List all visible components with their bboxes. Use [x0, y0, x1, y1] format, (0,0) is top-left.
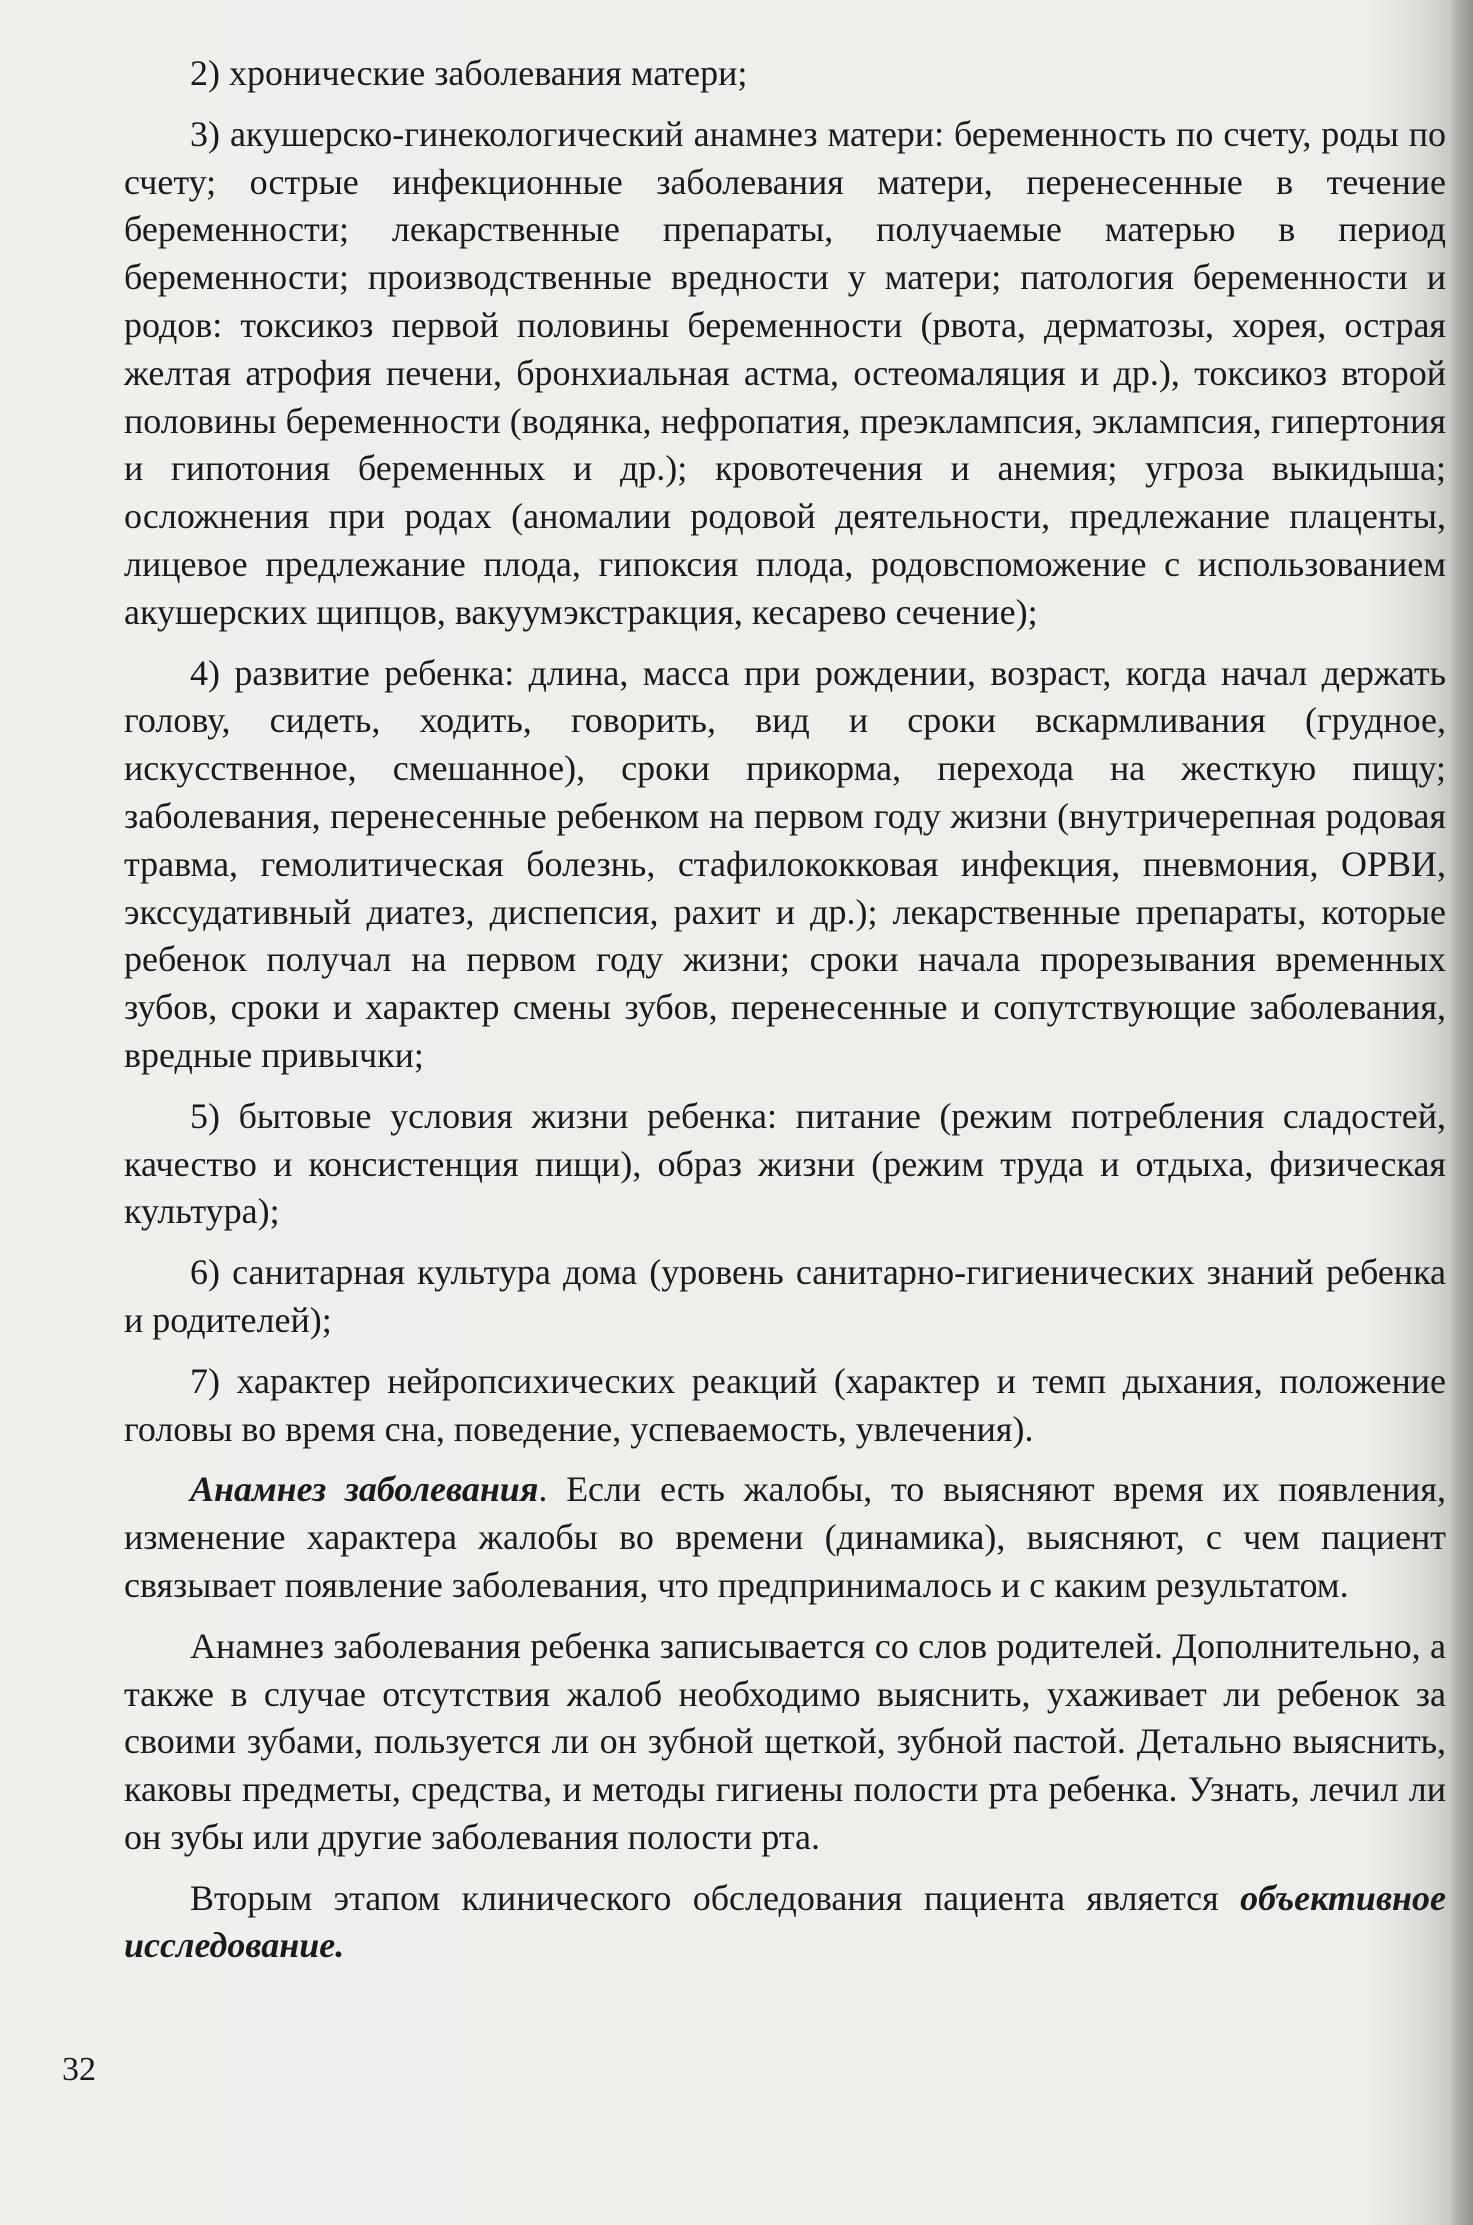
emphasized-term: объективное исследование. [124, 1877, 1446, 1966]
paragraph-objective-examination [124, 1875, 1446, 1971]
paragraph-child-disease-history [124, 1623, 1446, 1862]
paragraph-text: 4) развитие ребенка: длина, масса при рождении, возраст, когда начал держать голову, сидеть, ходить, говорить, вид и сроки вскармливания (грудное, искусственное, смешанное), сроки прикорма, перехода на жесткую пищу; заболевания, перенесенные ребенком на первом году жизни (внутричерепная родовая травма, гемолитическая болезнь, стафилококковая инфекция, пневмония, ОРВИ, экссудативный диатез, диспепсия, рахит и др.); лекарственные препараты, которые ребенок получал на первом году жизни; сроки начала прорезывания временных зубов, сроки и характер смены зубов, перенесенные и сопутствующие заболевания, вредные привычки; [124, 652, 1446, 1075]
paragraph-text: Анамнез заболевания ребенка записывается со слов родителей. Дополнительно, а также в случае отсутствия жалоб необходимо выяснить, ухаживает ли ребенок за своими зубами, пользуется ли он зубной щеткой, зубной пастой. Детально выяснить, каковы предметы, средства, и методы гигиены полости рта ребенка. Узнать, лечил ли он зубы или другие заболевания полости рта. [124, 1625, 1446, 1857]
paragraph-disease-history [124, 1466, 1446, 1609]
paragraph-text: 3) акушерско-гинекологический анамнез матери: беременность по счету, роды по счету; острые инфекционные заболевания матери, перенесенные в течение беременности; лекарственные препараты, получаемые матерью в период беременности; производственные вредности у матери; патология беременности и родов: токсикоз первой половины беременности (рвота, дерматозы, хорея, острая желтая атрофия печени, бронхиальная астма, остеомаляция и др.), токсикоз второй половины беременности (водянка, нефропатия, преэклампсия, эклампсия, гипертония и гипотония беременных и др.); кровотечения и анемия; угроза выкидыша; осложнения при родах (аномалии родовой деятельности, предлежание плаценты, лицевое предлежание плода, гипоксия плода, родовспоможение с использованием акушерских щипцов, вакуумэкстракция, кесарево сечение); [124, 113, 1446, 632]
paragraph-maternal-diseases [124, 50, 1446, 98]
paragraph-text: 7) характер нейропсихических реакций (характер и темп дыхания, положение головы во время сна, поведение, успеваемость, увлечения). [124, 1360, 1446, 1449]
page-number: 32 [62, 2051, 96, 2088]
paragraph-text: Вторым этапом клинического обследования пациента является [190, 1877, 1241, 1918]
paragraph-child-development [124, 650, 1446, 1080]
paragraph-text: 6) санитарная культура дома (уровень санитарно-гигиенических знаний ребенка и родителей); [124, 1252, 1446, 1340]
paragraph-text: . Если есть жалобы, то выясняют время их появления, изменение характера жалобы во времени (динамика), выясняют, с чем пациент связывает появление заболевания, что предпринималось и с каким результатом. [124, 1469, 1446, 1605]
page-binding-shadow [1451, 0, 1473, 2225]
body-text [124, 50, 1446, 1983]
paragraph-living-conditions [124, 1093, 1446, 1236]
paragraph-text: 2) хронические заболевания матери; [190, 53, 748, 93]
section-lead-term: Анамнез заболевания [190, 1469, 539, 1510]
paragraph-sanitary-culture [124, 1249, 1446, 1345]
paragraph-obstetric-history [124, 111, 1446, 637]
paragraph-text: 5) бытовые условия жизни ребенка: питание (режим потребления сладостей, качество и консистенция пищи), образ жизни (режим труда и отдыха, физическая культура); [124, 1095, 1446, 1232]
paragraph-neuropsychic-reactions [124, 1358, 1446, 1454]
